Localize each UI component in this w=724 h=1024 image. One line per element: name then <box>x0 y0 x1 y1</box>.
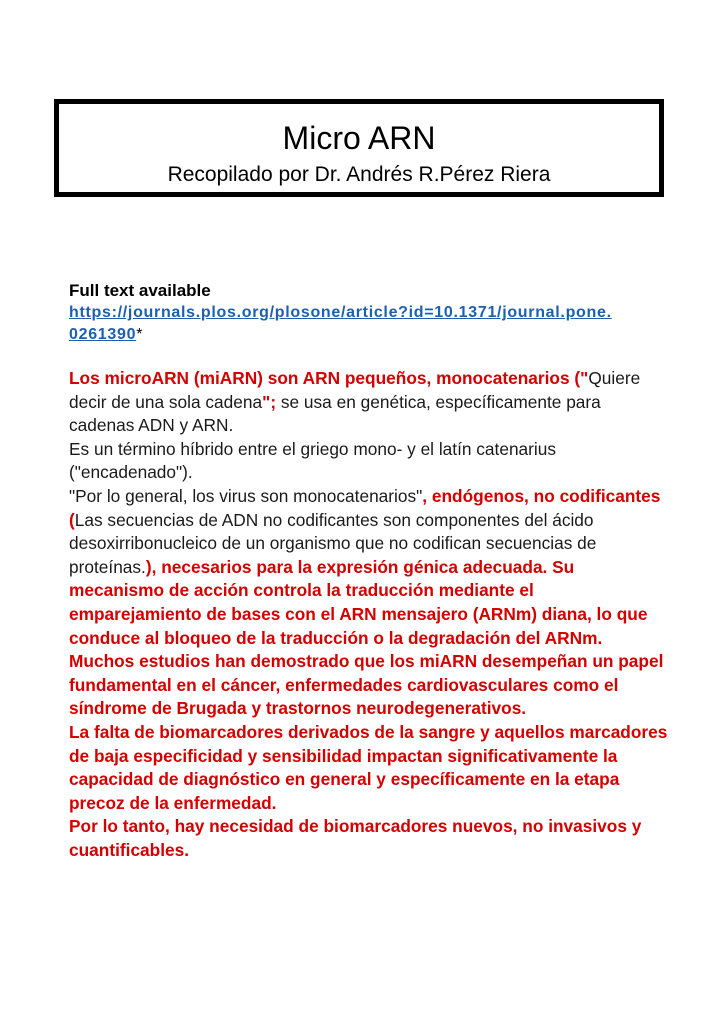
body-text-7: , endógenos, no codificantes ( <box>69 485 661 530</box>
page-title: Micro ARN <box>282 120 436 156</box>
body-text-5: Es un término híbrido entre el griego mono- y el latín catenarius ("encadenado"). <box>69 438 557 483</box>
body-text-1: Los microARN (miARN) son ARN pequeños, monocatenarios (" <box>69 368 589 388</box>
document-content <box>69 280 669 862</box>
body-text-4: se usa en genética, específicamente para cadenas ADN y ARN. <box>69 391 601 436</box>
body-text-2: Quiere decir de una sola cadena <box>69 368 641 412</box>
body-text-8: Las secuencias de ADN no codificantes son componentes del ácido desoxirribonucleico de un organismo que no codifican secuencias de proteínas. <box>69 509 597 577</box>
asterisk-mark: * <box>136 326 143 343</box>
title-box <box>54 99 664 197</box>
source-link-line1[interactable]: https://journals.plos.org/plosone/article?id=10.1371/journal.pone. <box>69 304 612 321</box>
body-paragraph <box>69 367 669 862</box>
body-text-6: "Por lo general, los virus son monocatenarios" <box>69 485 423 506</box>
body-text-10: Muchos estudios han demostrado que los miARN desempeñan un papel fundamental en el cáncer, enfermedades cardiovasculares como el síndrome de Brugada y trastornos neurodegenerativos. <box>69 651 664 719</box>
body-text-12: Por lo tanto, hay necesidad de biomarcadores nuevos, no invasivos y cuantificables. <box>69 816 642 860</box>
body-text-11: La falta de biomarcadores derivados de la sangre y aquellos marcadores de baja especificidad y sensibilidad impactan significativamente la capacidad de diagnóstico en general y específicamente en la etapa precoz de la enfermedad. <box>69 721 668 813</box>
page-subtitle: Recopilado por Dr. Andrés R.Pérez Riera <box>167 163 551 186</box>
body-text-3: "; <box>262 391 277 412</box>
body-text-9: ), necesarios para la expresión génica adecuada. Su mecanismo de acción controla la traducción mediante el emparejamiento de bases con el ARN mensajero (ARNm) diana, lo que conduce al bloqueo de la traducción o la degradación del ARNm. <box>69 556 648 648</box>
source-link-block <box>69 301 669 345</box>
full-text-label: Full text available <box>69 281 211 300</box>
source-link-line2[interactable]: 0261390 <box>69 326 137 343</box>
